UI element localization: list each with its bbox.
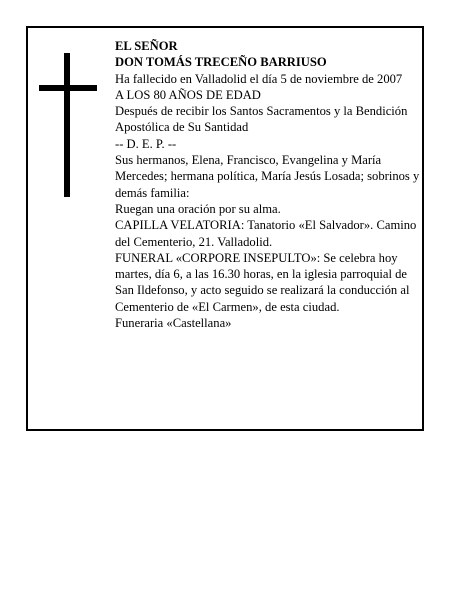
funeral-home: Funeraria «Castellana» (115, 316, 232, 331)
prayer-request: Ruegan una oración por su alma. (115, 201, 281, 216)
cross-icon (39, 53, 97, 197)
chapel-text: CAPILLA VELATORIA: Tanatorio «El Salvador». Camino del Cementerio, 21. Valladolid. (115, 218, 417, 249)
family-text: Sus hermanos, Elena, Francisco, Evangelina y María Mercedes; hermana política, María Jesús Losada; sobrinos y demás familia: (115, 153, 420, 200)
funeral-text: FUNERAL «CORPORE INSEPULTO»: Se celebra hoy martes, día 6, a las 16.30 horas, en la iglesia parroquial de San Ildefonso, y acto seguido se realizará la conducción al Cementerio de «El Carmen», de esta ciudad. (115, 250, 410, 314)
sacraments-text: Después de recibir los Santos Sacramentos y la Bendición Apostólica de Su Santidad (115, 104, 408, 135)
cross-vertical-bar (64, 53, 70, 197)
death-notice: Ha fallecido en Valladolid el día 5 de noviembre de 2007 (115, 71, 403, 86)
age-line: A LOS 80 AÑOS DE EDAD (115, 87, 261, 102)
title-line: EL SEÑOR (115, 39, 178, 53)
obituary-text (115, 38, 421, 331)
obituary-notice (26, 26, 424, 431)
cross-horizontal-bar (39, 85, 97, 91)
deceased-name: DON TOMÁS TRECEÑO BARRIUSO (115, 55, 327, 70)
rip-line: -- D. E. P. -- (115, 136, 177, 151)
